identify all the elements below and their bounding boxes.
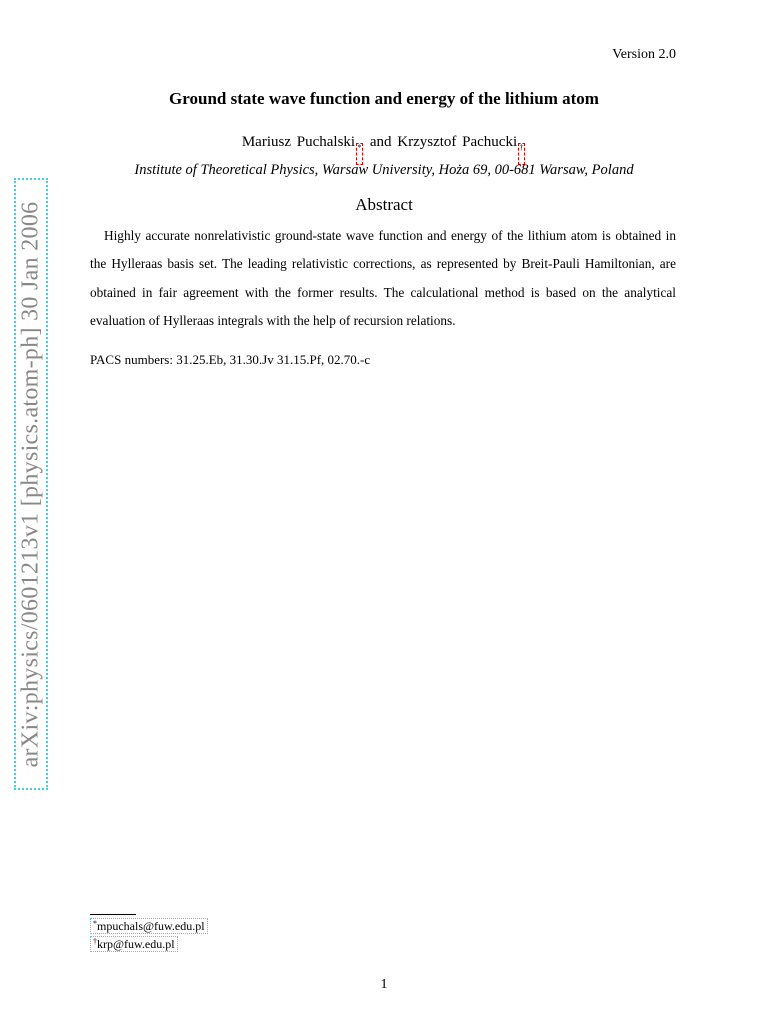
paper-title: Ground state wave function and energy of the lithium atom	[169, 89, 599, 108]
arxiv-sidebar-link[interactable]	[14, 178, 48, 790]
footnote-2-email: krp@fuw.edu.pl	[97, 937, 175, 951]
abstract-body	[90, 222, 676, 335]
arxiv-identifier: arXiv:physics/0601213v1 [physics.atom-ph] 30 Jan 2006	[17, 201, 44, 767]
footnote-1-mark: *	[93, 919, 97, 928]
affiliation: Institute of Theoretical Physics, Warsaw University, Hoża 69, 00-681 Warsaw, Poland	[134, 162, 634, 178]
footnote-rule	[90, 914, 136, 915]
pacs-numbers: PACS numbers: 31.25.Eb, 31.30.Jv 31.15.Pf, 02.70.-c	[90, 352, 371, 367]
author-name-2: Krzysztof Pachucki	[397, 134, 518, 150]
email-link-2[interactable]	[90, 936, 178, 952]
author-name-1: Mariusz Puchalski	[241, 134, 356, 150]
author-line	[0, 134, 768, 165]
author-connector: and	[369, 134, 392, 150]
email-link-1[interactable]	[90, 918, 208, 934]
footnote-1-email: mpuchals@fuw.edu.pl	[97, 919, 205, 933]
page-number: 1	[380, 977, 388, 992]
abstract-heading: Abstract	[355, 195, 413, 214]
footnote-mark-2: †	[519, 143, 524, 152]
version-label: Version 2.0	[612, 47, 676, 62]
footnote-mark-1: *	[357, 143, 362, 152]
footnote-2	[90, 937, 178, 952]
abstract-paragraph: Highly accurate nonrelativistic ground-state wave function and energy of the lithium atom is obtained in the Hylleraas basis set. The leading relativistic corrections, as represented by Breit-Pauli Hamiltonian, are obtained in fair agreement with the former results. The calculational method is based on the analytical evaluation of Hylleraas integrals with the help of recursion relations.	[90, 228, 676, 328]
footnote-1	[90, 919, 208, 934]
footnote-2-mark: †	[93, 937, 97, 946]
